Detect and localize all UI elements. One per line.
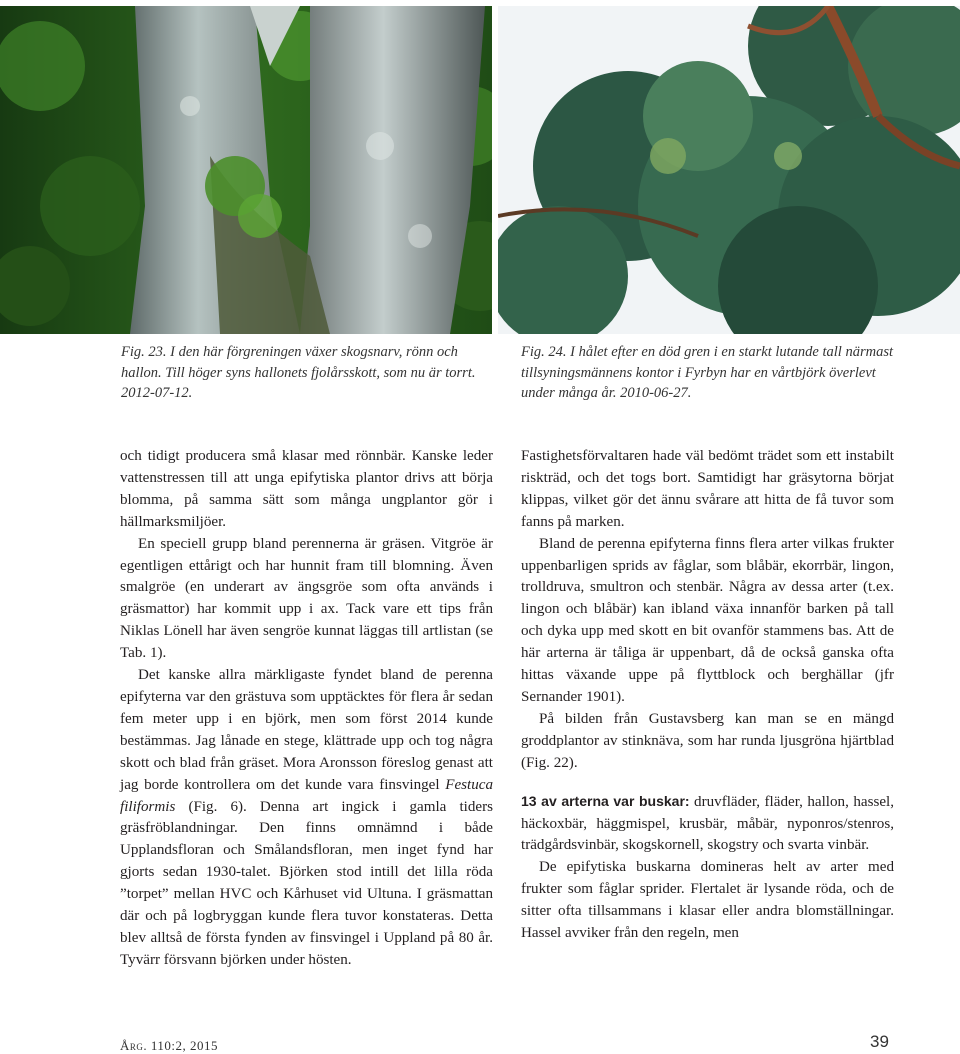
figure-24-caption: Fig. 24. I hålet efter en död gren i en starkt lutande tall närmast tillsyningsmännens kontor i Fyrbyn har en vårtbjörk överlevt under många år. 2010-06-27. <box>521 344 893 401</box>
paragraph <box>521 791 894 858</box>
section-lead-heading: 13 av arterna var buskar: <box>521 792 690 809</box>
paragraph-text: Det kanske allra märkligaste fyndet bland de perenna epifyterna var den grästuva som upptäcktes för flera år sedan fem meter upp i en björk, men som först 2014 kunde bestämmas. Jag lånade en stege, klättrade upp och tog några skott och blad från gräset. Mora Aronsson föreslog genast att jag borde kontrollera om det kunde vara finsvingel <box>120 667 493 793</box>
page-number: 39 <box>870 1032 889 1051</box>
figure-23-photo <box>0 6 492 334</box>
paragraph: Fastighetsförvaltaren hade väl bedömt trädet som ett instabilt riskträd, och det togs bort. Samtidigt har gräsytorna börjat klippas, vilket gör det ännu svårare att hitta de få tuvor som fanns på marken. <box>521 448 894 530</box>
journal-footer: Årg. 110:2, 2015 <box>120 1038 219 1053</box>
body-column-right <box>521 446 894 945</box>
paragraph: De epifytiska buskarna domineras helt av arter med frukter som fåglar sprider. Flertalet är lysande röda, och de sitter ofta tillsammans i klasar eller andra blomställningar. Hassel avviker från den regeln, men <box>521 859 894 942</box>
paragraph: och tidigt producera små klasar med rönnbär. Kanske leder vattenstressen till att unga epifytiska plantor drivs att börja blomma, på samma sätt som många ungplantor gör i hällmarksmiljöer. <box>120 448 493 530</box>
paragraph <box>120 665 493 972</box>
body-column-left <box>120 446 493 972</box>
paragraph-text: druvfläder, fläder, hallon, hassel, häckoxbär, häggmispel, krusbär, måbär, nyponros/stenros, trädgårdsvinbär, skogskornell, skogstry och svarta vinbär. <box>521 793 894 854</box>
paragraph: En speciell grupp bland perennerna är gräsen. Vitgröe är egentligen ettårigt och har hunnit fram till blomning. Även smalgröe (en underart av ängsgröe som ofta används i gräsmattor) har kommit upp i ax. Tack vare ett tips från Niklas Lönell har även sengröe kunnat läggas till artlistan (se Tab. 1). <box>120 535 493 662</box>
paragraph: På bilden från Gustavsberg kan man se en mängd groddplantor av stinknäva, som har runda ljusgröna hjärtblad (Fig. 22). <box>521 710 894 771</box>
species-name: Festuca filiformis <box>120 776 493 815</box>
figure-24-photo <box>498 6 960 334</box>
paragraph: Bland de perenna epifyterna finns flera arter vilkas frukter uppenbarligen sprids av fåglar, som blåbär, ekorrbär, lingon, trolldruva, smultron och stenbär. Några av dessa arter (t.ex. lingon och blåbär) kan ibland växa innanför barken på tall och dyka upp med skott en bit ovanför stammens bas. Att de här arterna är tåliga är uppenbart, då de också ganska ofta hittas växande uppe på flyttblock och berghällar (jfr Sernander 1901). <box>521 535 894 705</box>
paragraph-text: (Fig. 6). Denna art ingick i gamla tiders gräsfröblandningar. Den finns omnämnd i både Upplandsfloran och Smålandsfloran, men inget fynd har gjorts sedan 1930-talet. Björken stod intill det lilla röda ”torpet” mellan HVC och Kårhuset vid Ultuna. I gräsmattan där och på logbryggan kunde flera tuvor konstateras. Detta blev alltså de första fynden av finsvingel i Uppland på 80 år. Tyvärr försvann björken under hösten. <box>120 798 493 968</box>
figure-23-caption: Fig. 23. I den här förgreningen växer skogsnarv, rönn och hallon. Till höger syns hallonets fjolårsskott, som nu är torrt. 2012-07-12. <box>121 344 476 401</box>
